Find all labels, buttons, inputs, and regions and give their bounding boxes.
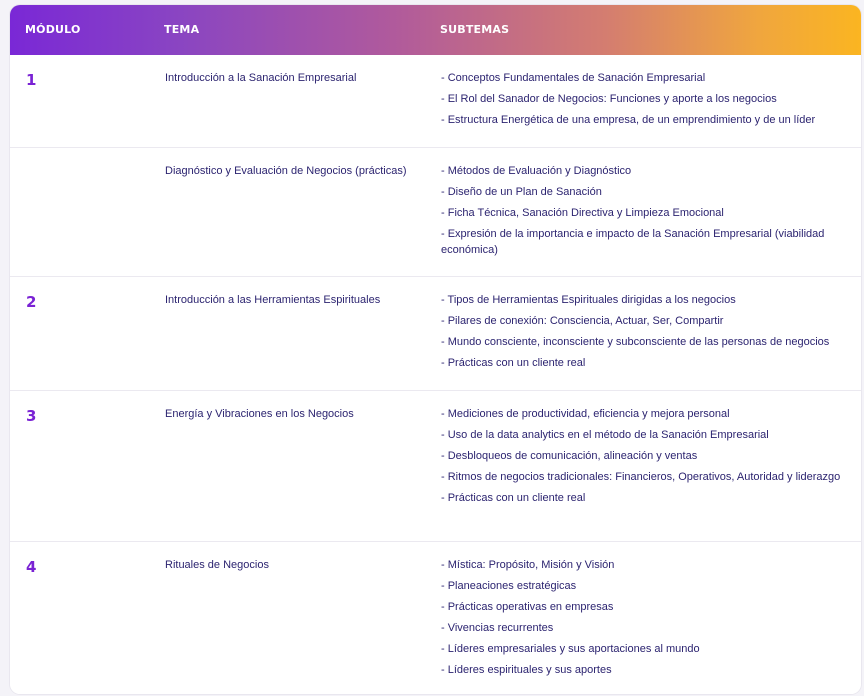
subtopic-list: [441, 163, 851, 258]
list-item: - Diseño de un Plan de Sanación: [441, 186, 602, 198]
list-item: - Ritmos de negocios tradicionales: Financieros, Operativos, Autoridad y liderazgo: [441, 471, 841, 483]
list-item: - Mundo consciente, inconsciente y subconsciente de las personas de negocios: [441, 336, 830, 348]
module-number: 4: [26, 558, 37, 576]
list-item: - Expresión de la importancia e impacto de la Sanación Empresarial (viabilidad económica): [441, 228, 825, 256]
list-item: - Prácticas con un cliente real: [441, 357, 586, 369]
list-item: - Desbloqueos de comunicación, alineación y ventas: [441, 450, 698, 462]
module-topic: Diagnóstico y Evaluación de Negocios (prácticas): [165, 165, 407, 177]
table-row: [10, 148, 861, 277]
module-number: 2: [26, 293, 37, 311]
module-topic: Introducción a las Herramientas Espirituales: [165, 294, 381, 306]
subtopic-list: [441, 70, 851, 128]
list-item: - Tipos de Herramientas Espirituales dirigidas a los negocios: [441, 294, 736, 306]
list-item: - Uso de la data analytics en el método de la Sanación Empresarial: [441, 429, 769, 441]
list-item: - Mediciones de productividad, eficiencia y mejora personal: [441, 408, 730, 420]
module-topic: Rituales de Negocios: [165, 559, 269, 571]
header-modulo: MÓDULO: [25, 23, 81, 36]
table-header: [10, 5, 861, 55]
table-row: [10, 391, 861, 542]
list-item: - Estructura Energética de una empresa, de un emprendimiento y de un líder: [441, 114, 816, 126]
table-row: [10, 277, 861, 391]
list-item: - El Rol del Sanador de Negocios: Funciones y aporte a los negocios: [441, 93, 777, 105]
header-subtemas: SUBTEMAS: [440, 23, 510, 36]
module-number: 3: [26, 407, 37, 425]
module-number: 1: [26, 71, 37, 89]
list-item: - Vivencias recurrentes: [441, 622, 554, 634]
list-item: - Pilares de conexión: Consciencia, Actuar, Ser, Compartir: [441, 315, 724, 327]
list-item: - Prácticas con un cliente real: [441, 492, 586, 504]
table-row: [10, 542, 861, 694]
list-item: - Líderes espirituales y sus aportes: [441, 664, 612, 676]
header-tema: TEMA: [164, 23, 200, 36]
list-item: - Líderes empresariales y sus aportaciones al mundo: [441, 643, 700, 655]
list-item: - Planeaciones estratégicas: [441, 580, 577, 592]
subtopic-list: [441, 292, 851, 371]
table-row: [10, 55, 861, 148]
curriculum-table: [10, 5, 861, 694]
subtopic-list: [441, 557, 851, 678]
subtopic-list: [441, 406, 851, 506]
list-item: - Ficha Técnica, Sanación Directiva y Limpieza Emocional: [441, 207, 724, 219]
module-topic: Introducción a la Sanación Empresarial: [165, 72, 357, 84]
list-item: - Métodos de Evaluación y Diagnóstico: [441, 165, 632, 177]
list-item: - Conceptos Fundamentales de Sanación Empresarial: [441, 72, 706, 84]
list-item: - Mística: Propósito, Misión y Visión: [441, 559, 615, 571]
list-item: - Prácticas operativas en empresas: [441, 601, 614, 613]
module-topic: Energía y Vibraciones en los Negocios: [165, 408, 354, 420]
